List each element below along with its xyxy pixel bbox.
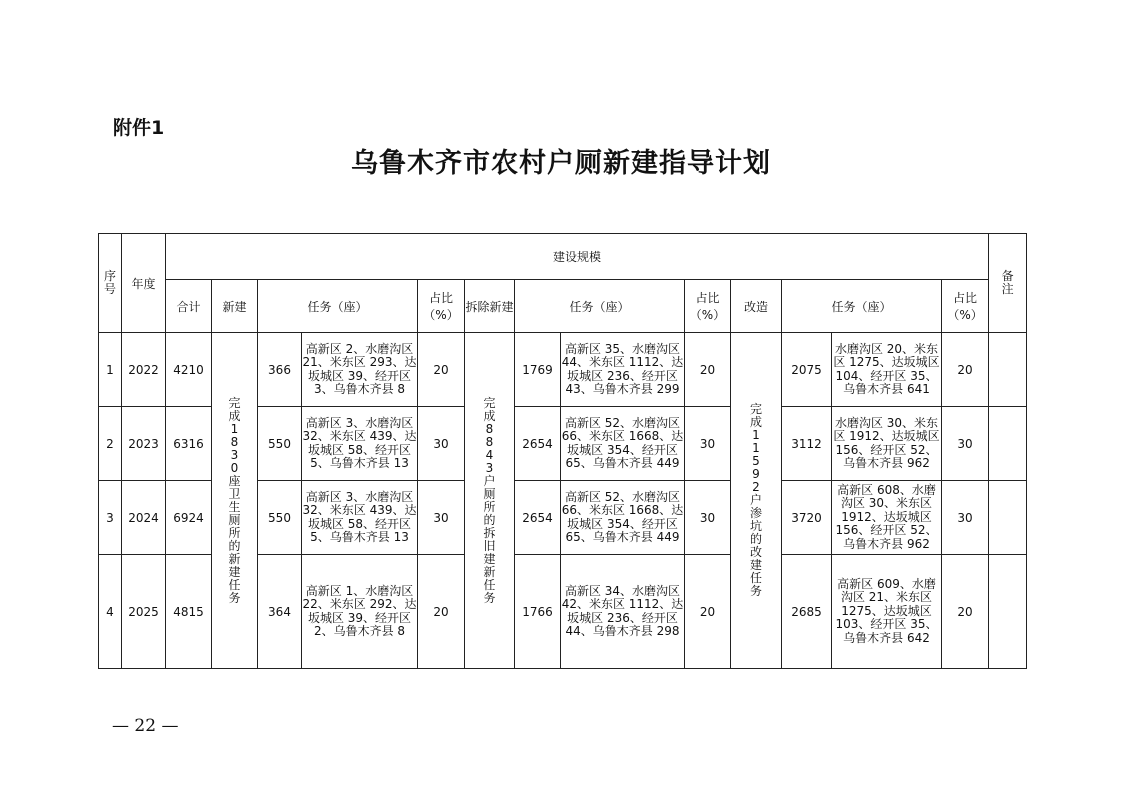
- renovate-summary: 完成11592户渗坑的改建任务: [731, 333, 782, 669]
- row-seq: 3: [99, 481, 122, 555]
- row-total: 4210: [166, 333, 212, 407]
- row-new-detail: 高新区 3、水磨沟区 32、米东区 439、达坂城区 58、经开区 5、乌鲁木齐县 13: [302, 481, 418, 555]
- row-reno-count: 2685: [782, 555, 832, 669]
- row-total: 6316: [166, 407, 212, 481]
- row-demo-share: 20: [685, 555, 731, 669]
- row-year: 2024: [122, 481, 166, 555]
- header-row-2: [99, 280, 1027, 333]
- row-seq: 2: [99, 407, 122, 481]
- row-year: 2025: [122, 555, 166, 669]
- row-seq: 1: [99, 333, 122, 407]
- row-reno-detail: 高新区 609、水磨沟区 21、米东区 1275、达坂城区 103、经开区 35、乌鲁木齐县 642: [832, 555, 942, 669]
- document-title: 乌鲁木齐市农村户厕新建指导计划: [351, 148, 771, 179]
- row-total: 6924: [166, 481, 212, 555]
- row-demo-share: 30: [685, 407, 731, 481]
- row-demo-share: 20: [685, 333, 731, 407]
- row-reno-share: 30: [942, 481, 989, 555]
- row-new-share: 20: [418, 555, 465, 669]
- row-new-share: 30: [418, 481, 465, 555]
- row-reno-detail: 高新区 608、水磨沟区 30、米东区 1912、达坂城区 156、经开区 52、乌鲁木齐县 962: [832, 481, 942, 555]
- header-new-tasks: 任务（座）: [258, 280, 418, 333]
- header-seq: 序号: [99, 234, 122, 333]
- row-new-count: 366: [258, 333, 302, 407]
- row-remark: [989, 407, 1027, 481]
- new-build-summary: 完成1830座卫生厕所的新建任务: [212, 333, 258, 669]
- row-seq: 4: [99, 555, 122, 669]
- row-demo-share: 30: [685, 481, 731, 555]
- header-reno-share: 占比（%）: [942, 280, 989, 333]
- row-new-share: 30: [418, 407, 465, 481]
- row-new-count: 550: [258, 481, 302, 555]
- row-reno-share: 20: [942, 555, 989, 669]
- header-renovate: 改造: [731, 280, 782, 333]
- header-scale: 建设规模: [166, 234, 989, 280]
- row-reno-detail: 水磨沟区 30、米东区 1912、达坂城区 156、经开区 52、乌鲁木齐县 962: [832, 407, 942, 481]
- row-new-detail: 高新区 2、水磨沟区 21、米东区 293、达坂城区 39、经开区 3、乌鲁木齐县 8: [302, 333, 418, 407]
- header-demo-tasks: 任务（座）: [515, 280, 685, 333]
- row-demo-detail: 高新区 35、水磨沟区 44、米东区 1112、达坂城区 236、经开区 43、乌鲁木齐县 299: [561, 333, 685, 407]
- header-total: 合计: [166, 280, 212, 333]
- row-total: 4815: [166, 555, 212, 669]
- header-new-share: 占比（%）: [418, 280, 465, 333]
- row-year: 2023: [122, 407, 166, 481]
- header-demolish: 拆除新建: [465, 280, 515, 333]
- row-demo-detail: 高新区 52、水磨沟区 66、米东区 1668、达坂城区 354、经开区 65、乌鲁木齐县 449: [561, 481, 685, 555]
- plan-table: [98, 233, 1027, 669]
- row-reno-share: 20: [942, 333, 989, 407]
- row-reno-count: 3112: [782, 407, 832, 481]
- header-remark: 备注: [989, 234, 1027, 333]
- table-row: [99, 333, 1027, 407]
- row-reno-count: 3720: [782, 481, 832, 555]
- row-new-count: 364: [258, 555, 302, 669]
- row-new-count: 550: [258, 407, 302, 481]
- row-reno-count: 2075: [782, 333, 832, 407]
- row-demo-count: 2654: [515, 481, 561, 555]
- header-year: 年度: [122, 234, 166, 333]
- header-row-1: [99, 234, 1027, 280]
- row-remark: [989, 333, 1027, 407]
- demolish-summary: 完成8843户厕所的拆旧建新任务: [465, 333, 515, 669]
- header-reno-tasks: 任务（座）: [782, 280, 942, 333]
- row-reno-detail: 水磨沟区 20、米东区 1275、达坂城区 104、经开区 35、乌鲁木齐县 641: [832, 333, 942, 407]
- row-year: 2022: [122, 333, 166, 407]
- row-demo-count: 1769: [515, 333, 561, 407]
- row-reno-share: 30: [942, 407, 989, 481]
- row-demo-count: 1766: [515, 555, 561, 669]
- row-remark: [989, 555, 1027, 669]
- header-demo-share: 占比（%）: [685, 280, 731, 333]
- row-new-share: 20: [418, 333, 465, 407]
- row-new-detail: 高新区 3、水磨沟区 32、米东区 439、达坂城区 58、经开区 5、乌鲁木齐县 13: [302, 407, 418, 481]
- row-demo-detail: 高新区 34、水磨沟区 42、米东区 1112、达坂城区 236、经开区 44、乌鲁木齐县 298: [561, 555, 685, 669]
- row-demo-detail: 高新区 52、水磨沟区 66、米东区 1668、达坂城区 354、经开区 65、乌鲁木齐县 449: [561, 407, 685, 481]
- row-new-detail: 高新区 1、水磨沟区 22、米东区 292、达坂城区 39、经开区 2、乌鲁木齐县 8: [302, 555, 418, 669]
- page-number: — 22 —: [112, 716, 179, 736]
- attachment-label: 附件1: [113, 117, 165, 139]
- header-new-build: 新建: [212, 280, 258, 333]
- row-remark: [989, 481, 1027, 555]
- row-demo-count: 2654: [515, 407, 561, 481]
